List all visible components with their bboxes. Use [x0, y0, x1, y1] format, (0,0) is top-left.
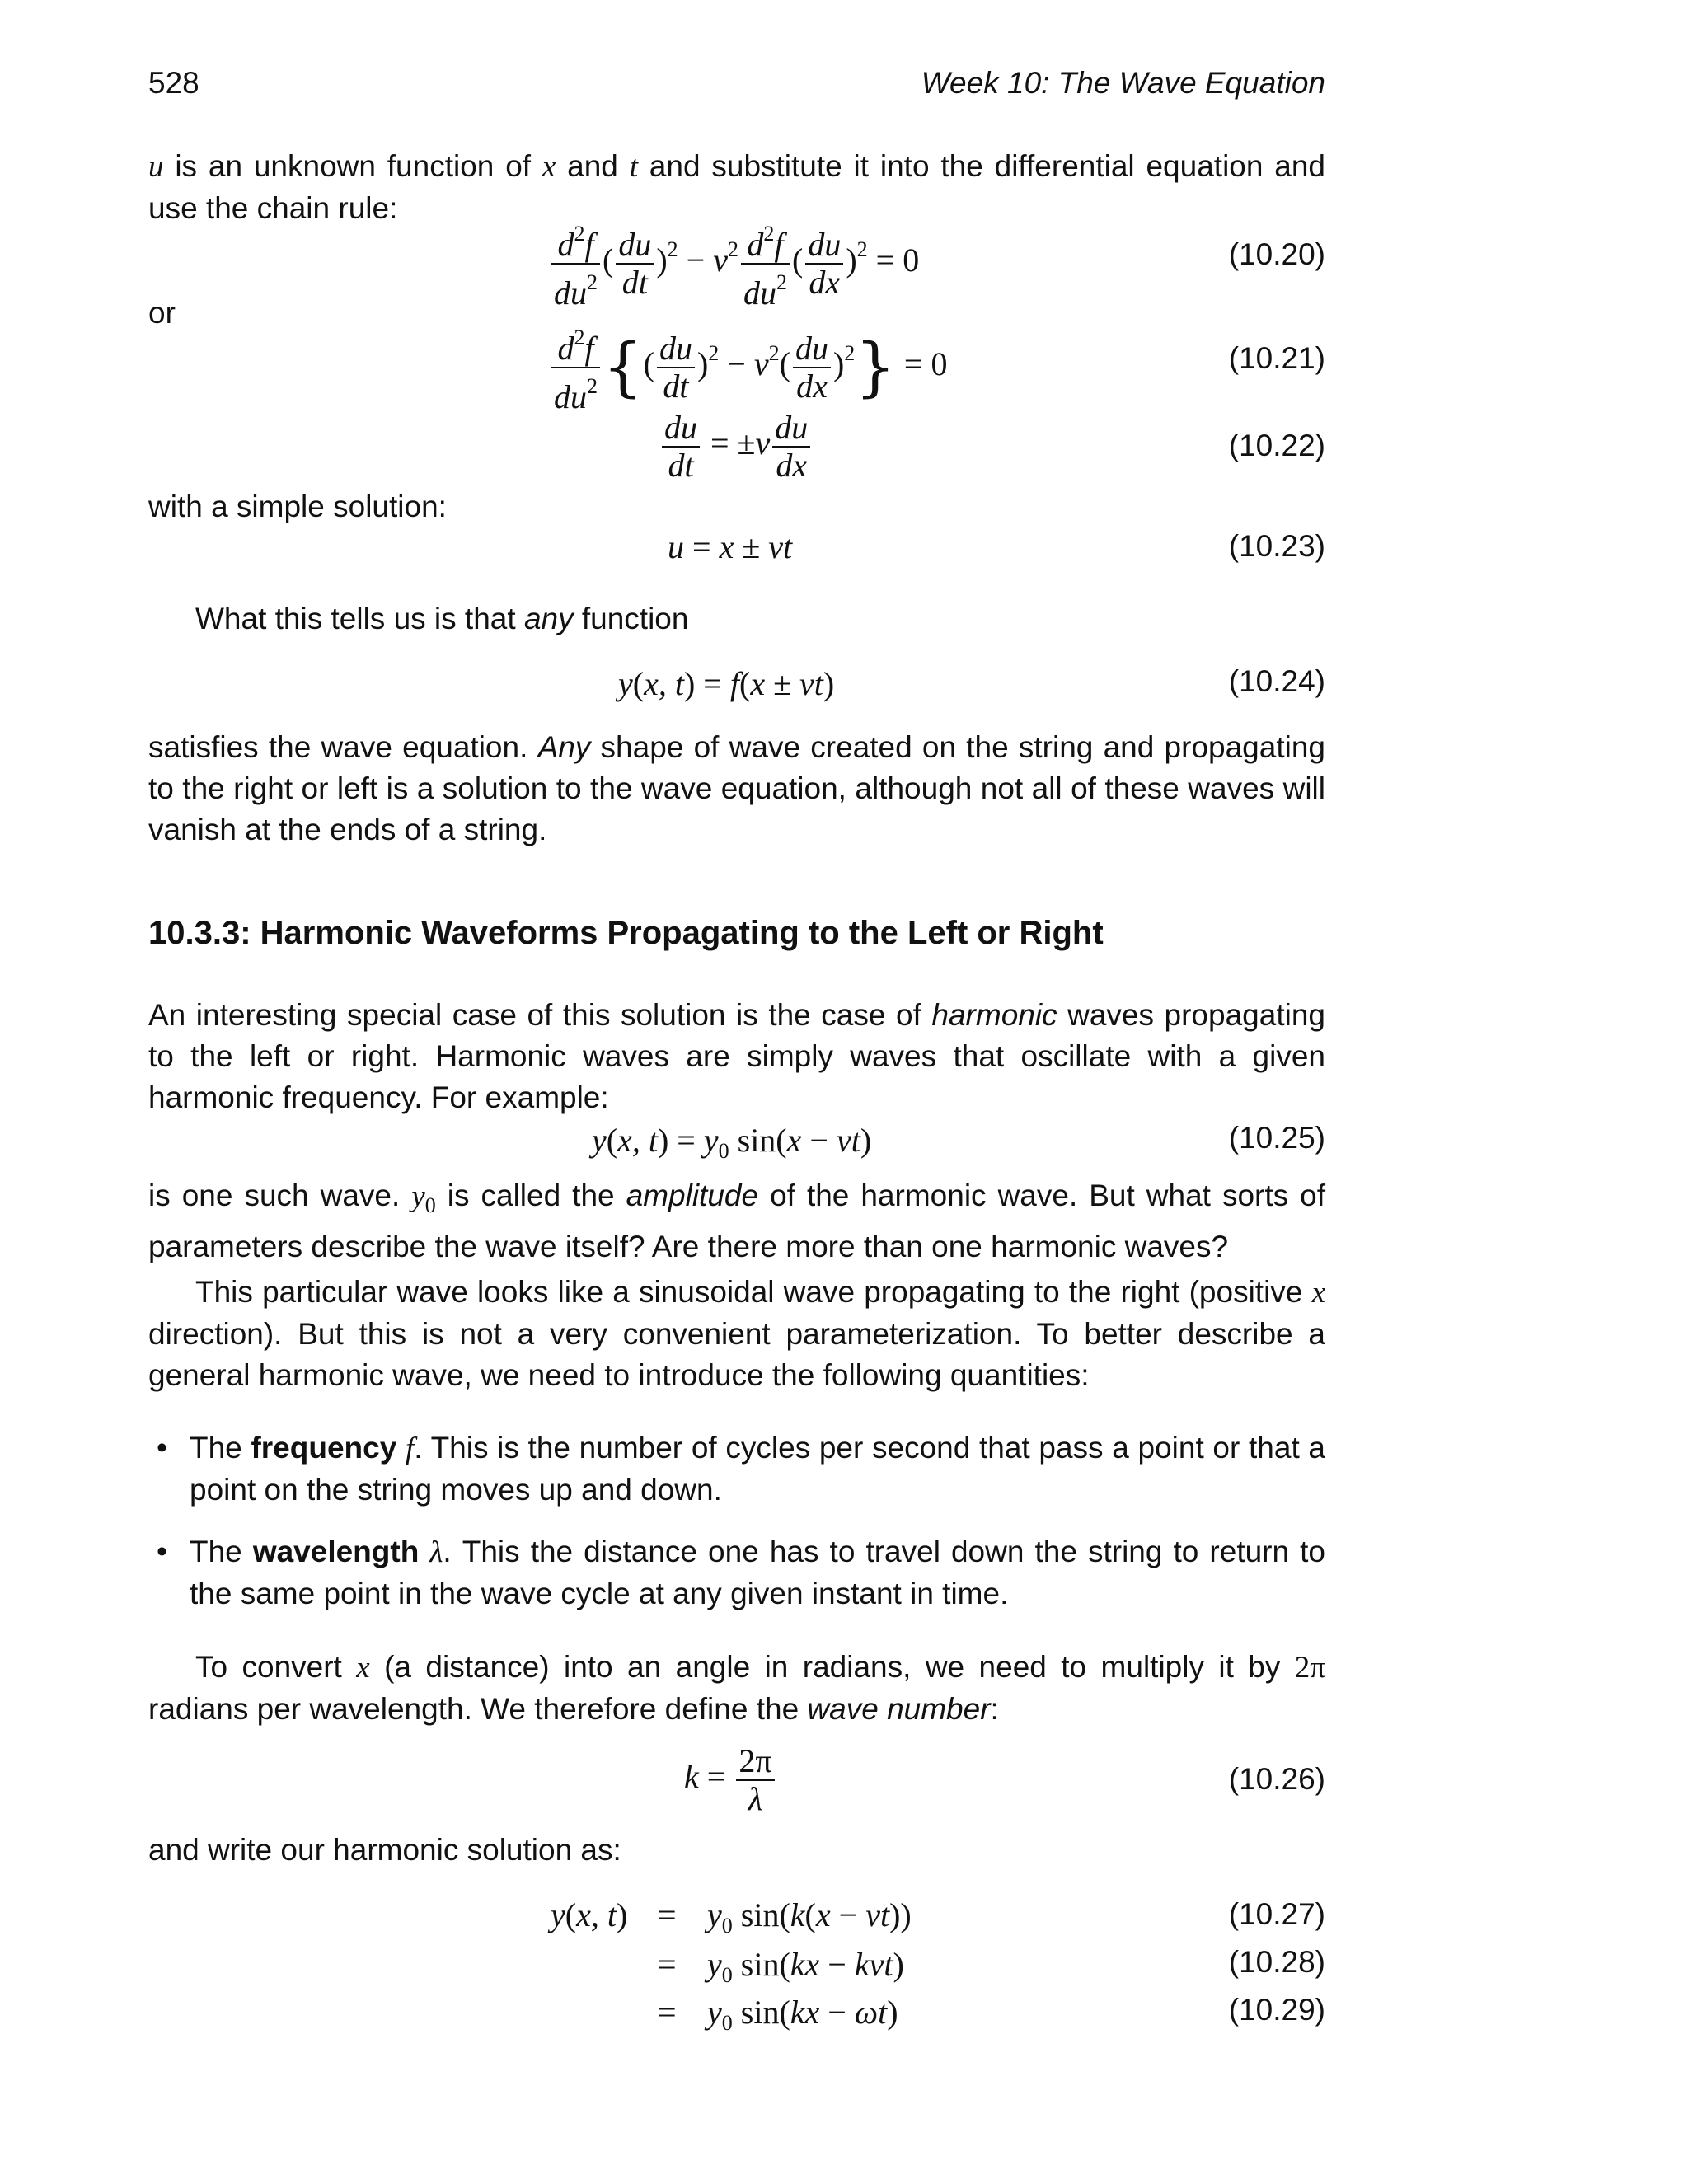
eq-number: (10.29): [1228, 1993, 1325, 2027]
equation-10-24: y(x, t) = f(x ± vt): [618, 665, 835, 702]
equation-10-23: u = x ± vt: [668, 528, 793, 565]
eq-number: (10.25): [1228, 1121, 1325, 1155]
simple-solution-text: with a simple solution:: [148, 490, 447, 523]
equation-10-22: $\frac{du}{dt}$ = ±v $\frac{du}{dx}$: [659, 410, 813, 484]
eq-number: (10.23): [1228, 529, 1325, 563]
write-text: and write our harmonic solution as:: [148, 1833, 621, 1867]
eq-number: (10.20): [1228, 237, 1325, 271]
equation-10-29: =: [658, 1994, 677, 2031]
eq-number: (10.21): [1228, 341, 1325, 375]
bullet-dot: •: [157, 1535, 167, 1568]
eq-number: (10.26): [1228, 1762, 1325, 1796]
convert-paragraph: To convert x (a distance) into an angle in radians, we need to multiply it by 2π radians per wavelength. We therefore define the wave number:: [148, 1650, 1325, 1726]
equation-10-20: $\frac{d^2f}{du^2}$ ( $\frac{du}{dt}$ )$^2 - v^2$ $\frac{d^2f}{du^2}$ ( $\frac{du}{dx}$ )$^2$ = 0: [549, 216, 919, 312]
equation-10-25: y(x, $t) = y_0$ sin(x − vt): [592, 1122, 872, 1163]
section-heading: 10.3.3: Harmonic Waveforms Propagating to the Left or Right: [148, 915, 1104, 951]
one-such-paragraph: is one such wave. $y_0$ is called the amplitude of the harmonic wave. But what sorts of parameters describe the wave itself? Are there more than one harmonic waves?: [148, 1179, 1325, 1263]
intro-paragraph: u is an unknown function of x and t and substitute it into the differential equation and use the chain rule:: [148, 149, 1325, 225]
eq-number: (10.22): [1228, 429, 1325, 462]
eq-number: (10.24): [1228, 664, 1325, 698]
bullet-wavelength: • The wavelength λ. This the distance one has to travel down the string to return to the same point in the wave cycle at any given instant in time.: [190, 1531, 1325, 1615]
what-this-tells-text: What this tells us is that any function: [195, 602, 689, 635]
running-title: Week 10: The Wave Equation: [921, 66, 1325, 100]
var-u: u: [148, 150, 164, 184]
equation-10-26: k = $\frac{2\pi}{\lambda}$: [684, 1743, 777, 1817]
eq-number: (10.28): [1228, 1945, 1325, 1979]
satisfies-paragraph: satisfies the wave equation. Any shape of wave created on the string and propagating to the right or left is a solution to the wave equation, although not all of these waves will vanish at the ends of a string.: [148, 730, 1325, 846]
equation-10-21: $\frac{d^2f}{du^2}$ {( $\frac{du}{dt}$ )$^2 - v^2$( $\frac{du}{dx}$ )$^2$} = 0: [549, 320, 947, 415]
bullet-dot: •: [157, 1431, 167, 1465]
harmonic-paragraph: An interesting special case of this solution is the case of harmonic waves propagating to the left or right. Harmonic waves are simply waves that oscillate with a given harmonic frequency. For example:: [148, 998, 1325, 1114]
bullet-frequency: • The frequency f. This is the number of cycles per second that pass a point or that a point on the string moves up and down.: [190, 1427, 1325, 1511]
eq-number: (10.27): [1228, 1897, 1325, 1931]
or-text: or: [148, 296, 176, 330]
page-number: 528: [148, 66, 199, 100]
equation-10-27: y(x, t): [551, 1896, 628, 1933]
equation-10-28: =: [658, 1946, 677, 1983]
document-page: 528 Week 10: The Wave Equation u is an unknown function of x and t and substitute it into the differential equation and use the chain rule: $\frac{d^2f}{du^2}$ ( $\frac{du}{dt}$ )$^2 - v^2$ $\frac{d^2f}{du^2}$ ( $\frac{du}{dx}$ )$^2$ = 0 (10.20) or $\frac{d^2f}{du^2}$ {( $\frac{du}{dt}$ )$^2 - v^2$( $\frac{du}{dx}$ )$^2$} = 0 (10.21) $\frac{du}{dt}$ = ±v $\frac{du}{dx}$ (10.22) with a simple solution: u = x ± vt (10.23) What this tells us is that any function y(x, t) = f(x ± vt) (10.24) satisfies the wave equation. Any shape of wave created on the string and propagating to the right or left is a solution to the wave equation, although not all of these waves will vanish at the ends of a string. 10.3.3: Harmonic Waveforms Propagating to the Left or Right An interesting special case of this solution is the case of harmonic waves propagating to the left or right. Harmonic waves are simply waves that oscillate with a given harmonic frequency. For example: y(x, $t) = y_0$ sin(x − vt) (10.25) is one such wave. $y_0$ is called the amplitude of the harmonic wave. But what sorts of parameters describe the wave itself? Are there more than one harmonic waves? This particular wave looks like a sinusoidal wave propagating to the right (positive x direction). But this is not a very convenient parameterization. To better describe a general harmonic wave, we need to introduce the following quantities: • The frequency f. This is the number of cycles per second that pass a point or that a point on the string moves up and down. • The wavelength λ. This the distance one has to travel down the string to return to the same point in the wave cycle at any given instant in time. To convert x (a distance) into an angle in radians, we need to multiply it by 2π radians per wavelength. We therefore define the wave number: k = $\frac{2\pi}{\lambda}$ (10.26) and write our harmonic solution as: y(x, t) = $y_0$ sin(k(x − vt)) (10.27) = $y_0$ sin(kx − kvt) (10.28) = $y_0$ sin(kx − ωt) (10.29): [0, 0, 1688, 2184]
particular-paragraph: This particular wave looks like a sinusoidal wave propagating to the right (positive x direction). But this is not a very convenient parameterization. To better describe a general harmonic wave, we need to introduce the following quantities:: [148, 1275, 1325, 1392]
